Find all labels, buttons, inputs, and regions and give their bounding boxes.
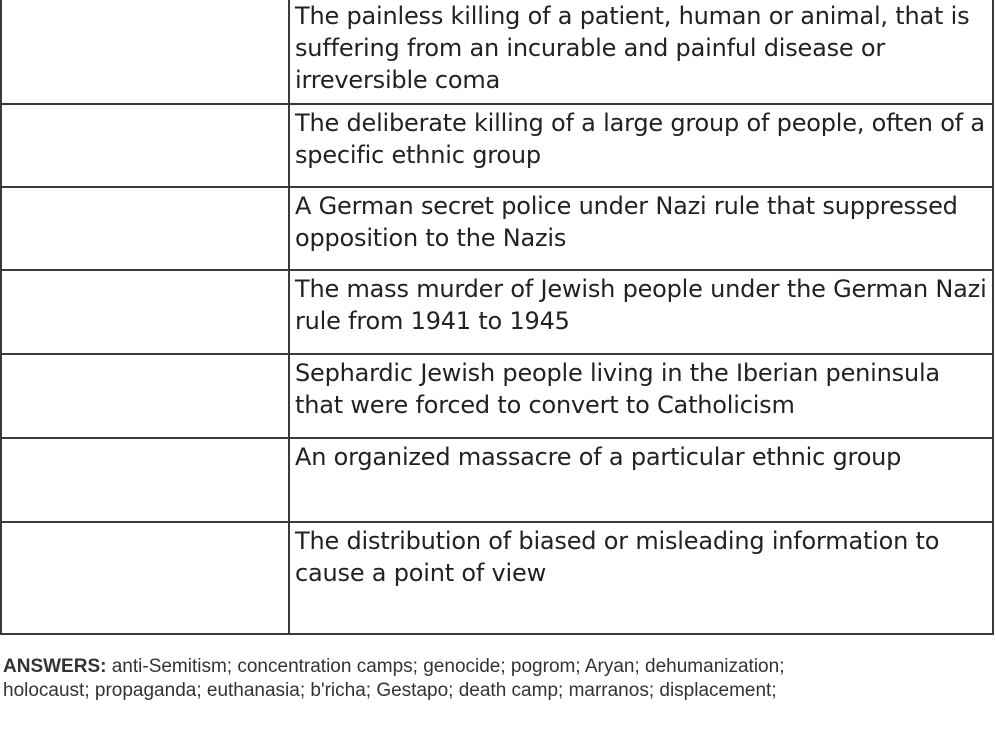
answer-bank-terms-2: holocaust; propaganda; euthanasia; b'richa; Gestapo; death camp; marranos; displacement; [3, 680, 777, 701]
definition-cell: The mass murder of Jewish people under the German Nazi rule from 1941 to 1945 [289, 270, 993, 354]
answer-bank-line-1 [3, 655, 993, 679]
table-row [1, 104, 993, 187]
answer-blank-cell[interactable] [1, 0, 289, 104]
answer-blank-cell[interactable] [1, 270, 289, 354]
table-row [1, 0, 993, 104]
definition-cell: The distribution of biased or misleading information to cause a point of view [289, 522, 993, 634]
definition-cell: Sephardic Jewish people living in the Iberian peninsula that were forced to convert to Catholicism [289, 354, 993, 438]
table-row [1, 438, 993, 522]
table-row [1, 270, 993, 354]
answer-blank-cell[interactable] [1, 438, 289, 522]
answer-bank [3, 655, 993, 703]
definition-cell: An organized massacre of a particular ethnic group [289, 438, 993, 522]
answer-blank-cell[interactable] [1, 187, 289, 270]
answer-blank-cell[interactable] [1, 522, 289, 634]
definition-cell: The deliberate killing of a large group of people, often of a specific ethnic group [289, 104, 993, 187]
table-row [1, 522, 993, 634]
answer-blank-cell[interactable] [1, 354, 289, 438]
table-row [1, 354, 993, 438]
answers-label: ANSWERS: [3, 656, 107, 677]
answer-bank-terms-1: anti-Semitism; concentration camps; genocide; pogrom; Aryan; dehumanization; [106, 656, 785, 677]
answer-blank-cell[interactable] [1, 104, 289, 187]
definition-cell: The painless killing of a patient, human or animal, that is suffering from an incurable and painful disease or irreversible coma [289, 0, 993, 104]
table-row [1, 187, 993, 270]
definition-cell: A German secret police under Nazi rule that suppressed opposition to the Nazis [289, 187, 993, 270]
